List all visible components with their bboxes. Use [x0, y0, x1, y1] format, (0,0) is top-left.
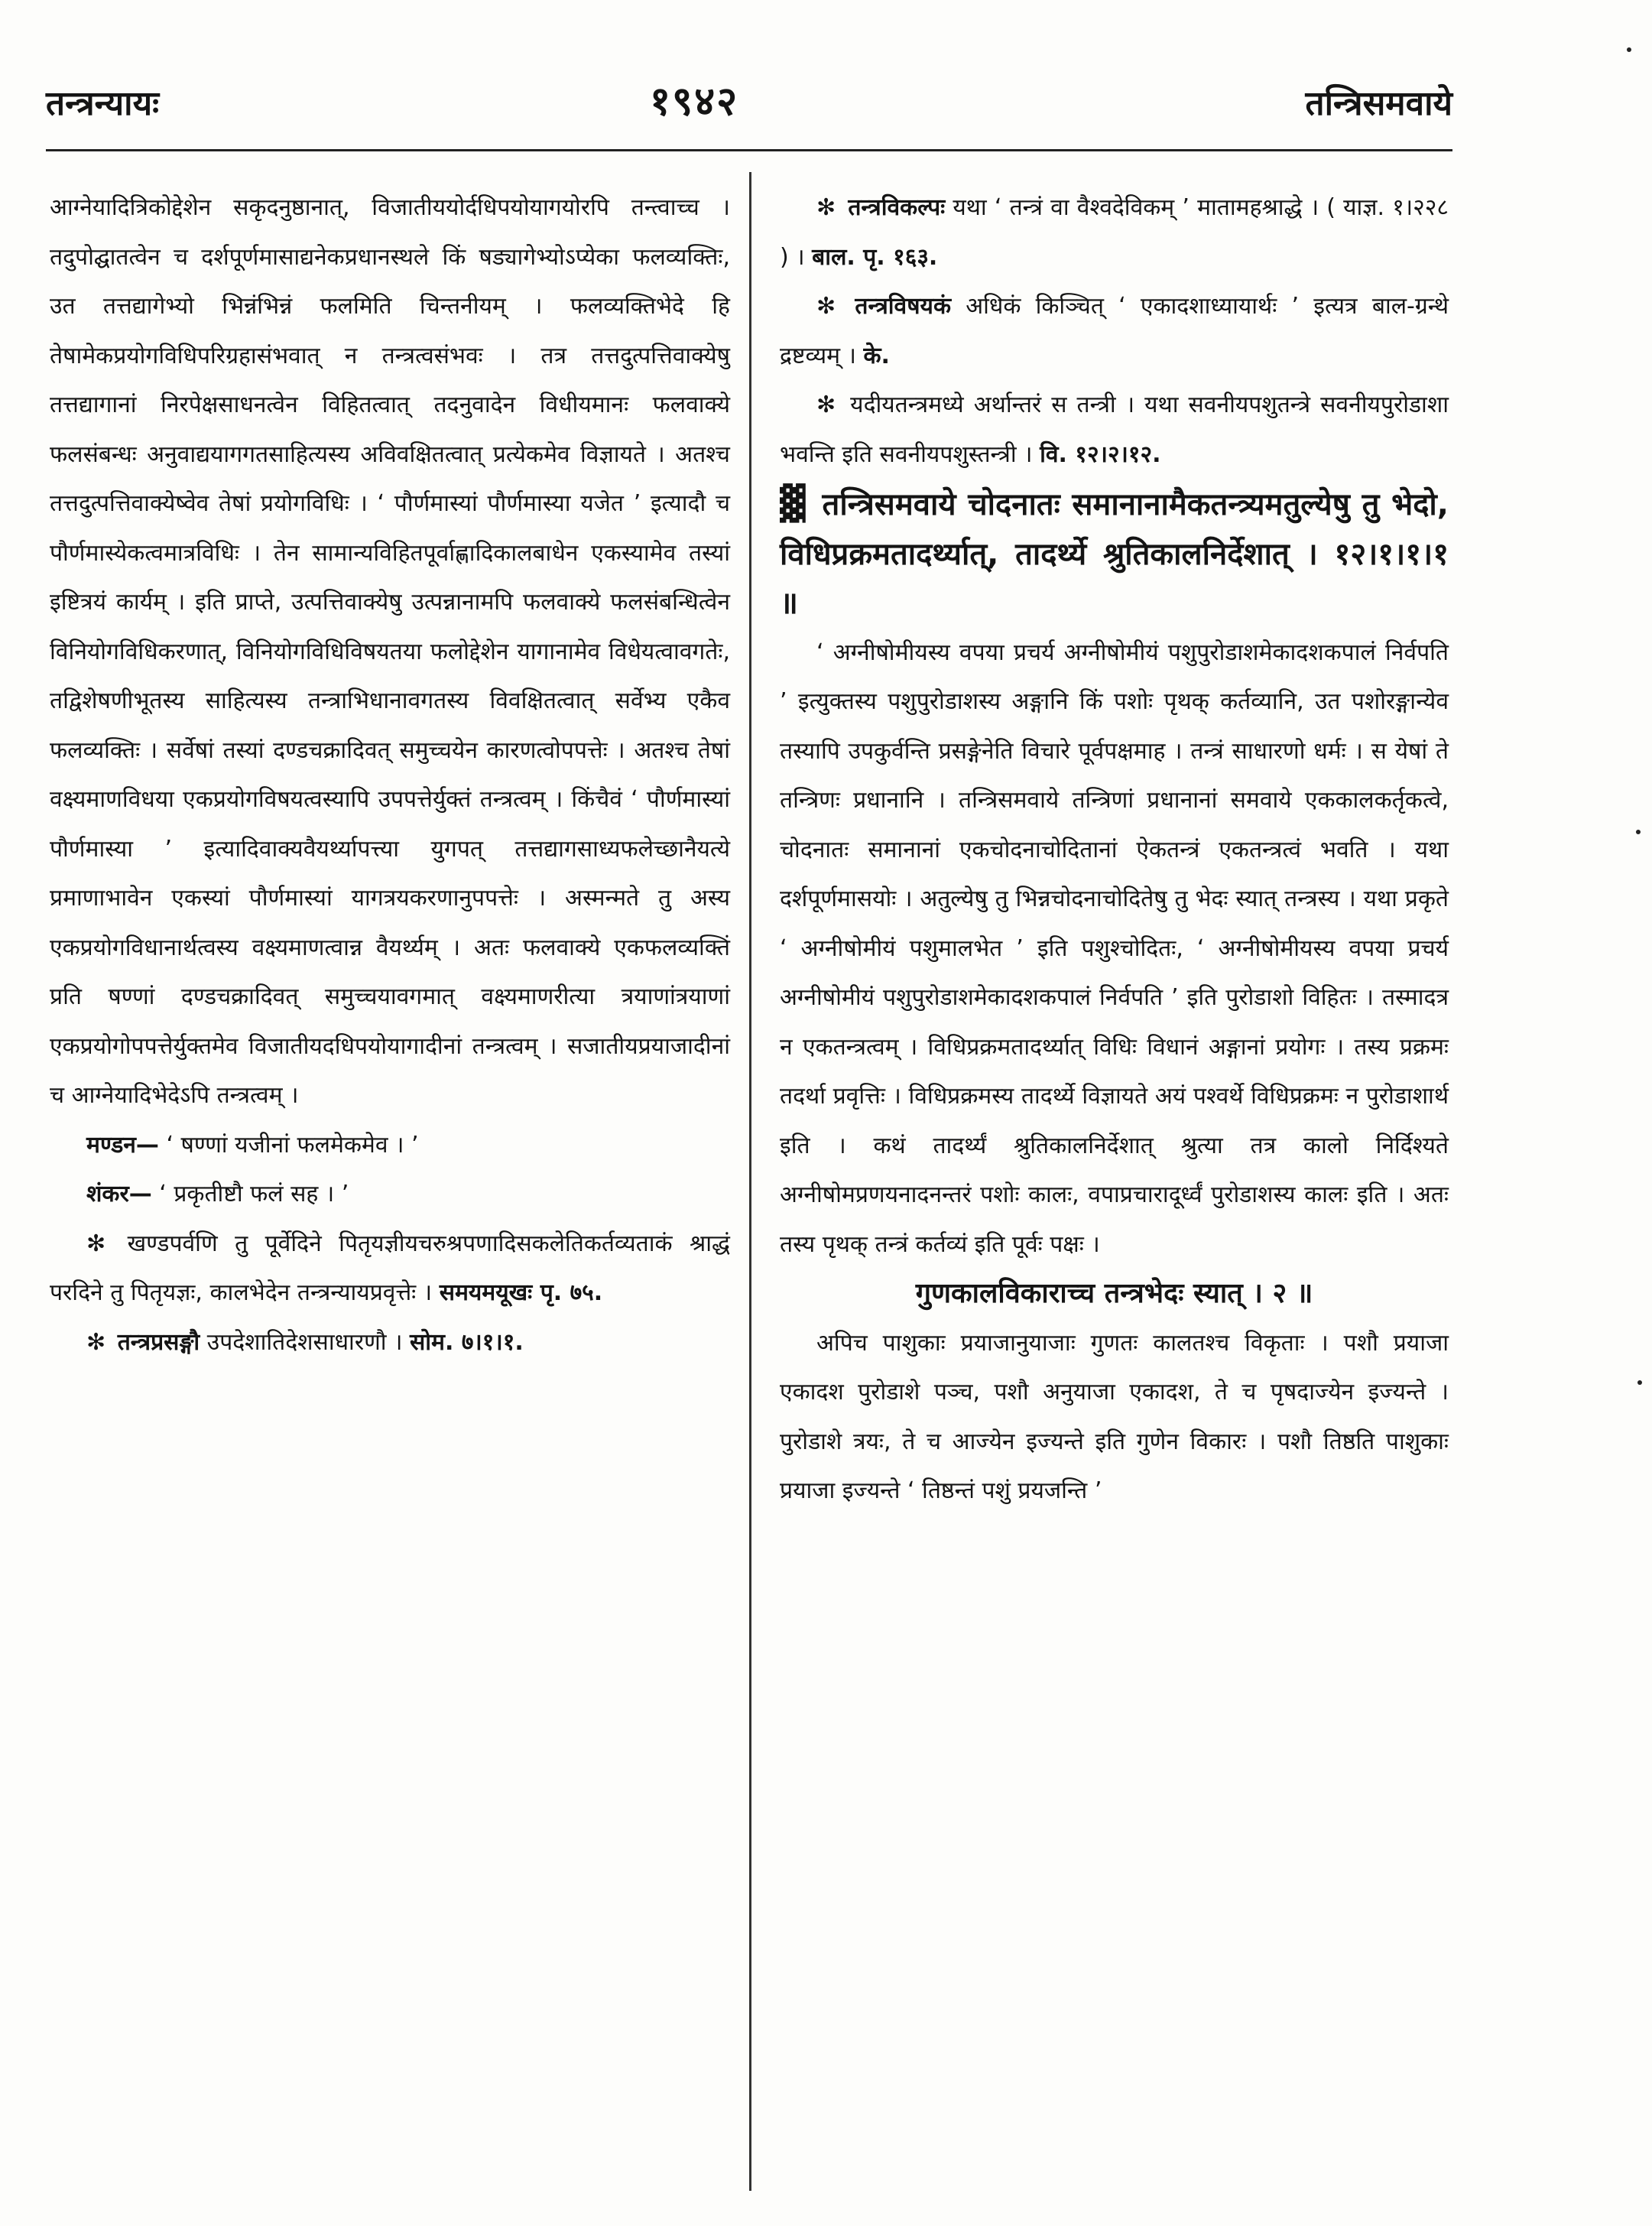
left-column: [50, 184, 730, 1367]
right-paragraph-2-term: तन्त्रविषयकं: [855, 293, 951, 320]
right-column: [780, 184, 1449, 1516]
shankara-text: ‘ प्रकृतीष्टौ फलं सह । ’: [159, 1181, 349, 1207]
mandana-label: मण्डन—: [86, 1131, 159, 1158]
sutra-heading-2: गुणकालविकाराच्च तन्त्रभेदः स्यात् । २ ॥: [915, 1278, 1313, 1309]
shankara-quote: [50, 1170, 730, 1220]
margin-speck: [1637, 1380, 1642, 1385]
sutra-marker-icon: ▓: [780, 484, 806, 523]
left-paragraph-3-ref: सोम. ७।१।१.: [410, 1328, 524, 1356]
star-marker-icon: ✻: [816, 392, 836, 418]
right-paragraph-3-text: यदीयतन्त्रमध्ये अर्थान्तरं स तन्त्री । यथा सवनीयपशुतन्त्रे सवनीयपुरोडाशा भवन्ति इति सवनीयपशुस्तन्त्री ।: [780, 392, 1449, 468]
right-paragraph-1-text: यथा ‘ तन्त्रं वा वैश्वदेविकम् ’ मातामहश्राद्धे । ( याज्ञ. १।२२८ ) ।: [780, 194, 1449, 271]
column-divider: [749, 172, 751, 2191]
left-paragraph-3-text: उपदेशातिदेशसाधारणौ ।: [206, 1328, 403, 1356]
right-paragraph-3: [780, 381, 1449, 479]
right-paragraph-3-ref: वि. १२।२।१२.: [1040, 440, 1161, 468]
page-header: [46, 73, 1452, 134]
left-paragraph-3-term: तन्त्रप्रसङ्गौ: [117, 1328, 200, 1356]
sutra-heading-1-text: तन्त्रिसमवाये चोदनातः समानानामैकतन्त्र्यमतुल्येषु तु भेदो, विधिप्रक्रमतादर्थ्यात्, तादर्थ्ये श्रुतिकालनिर्देशात् । १२।१।१।१ ॥: [780, 487, 1449, 621]
sutra-heading-1: [780, 479, 1449, 629]
right-paragraph-2: [780, 282, 1449, 381]
left-paragraph-2-ref: समयमयूखः पृ. ७५.: [439, 1279, 603, 1306]
margin-speck: [1636, 830, 1641, 834]
shankara-label: शंकर—: [86, 1181, 152, 1207]
star-marker-icon: ✻: [816, 194, 836, 221]
header-rule: [46, 149, 1452, 151]
star-marker-icon: ✻: [816, 293, 836, 320]
right-paragraph-2-ref: के.: [863, 342, 890, 369]
left-paragraph-3: [50, 1318, 730, 1368]
mandana-text: ‘ षण्णां यजीनां फलमेकमेव । ’: [166, 1131, 419, 1158]
mandana-quote: [50, 1121, 730, 1171]
page-number: १९४२: [650, 79, 739, 125]
running-head-right: तन्त्रिसमवाये: [1305, 84, 1452, 123]
star-marker-icon: ✻: [86, 1230, 106, 1257]
margin-speck: [1627, 47, 1631, 52]
running-head-left: तन्त्रन्यायः: [46, 84, 159, 123]
left-paragraph-2: [50, 1220, 730, 1318]
right-paragraph-1: [780, 184, 1449, 282]
right-paragraph-1-term: तन्त्रविकल्पः: [848, 194, 946, 221]
left-paragraph-2-text: खण्डपर्वणि तु पूर्वेदिने पितृयज्ञीयचरुश्रपणादिसकलेतिकर्तव्यताकं श्राद्धं परदिने तु पितृयज्ञः, कालभेदेन तन्त्रन्यायप्रवृत्तेः ।: [50, 1230, 730, 1306]
right-paragraph-5: अपिच पाशुकाः प्रयाजानुयाजाः गुणतः कालतश्च विकृताः । पशौ प्रयाजा एकादश पुरोडाशे पञ्च, पशौ अनुयाजा एकादश, ते च पृषदाज्येन इज्यन्ते । पुरोडाशे त्रयः, ते च आज्येन इज्यन्ते इति गुणेन विकारः । पशौ तिष्ठति पाशुकाः प्रयाजा इज्यन्ते ‘ तिष्ठन्तं पशुं प्रयजन्ति ’: [780, 1329, 1449, 1504]
right-paragraph-2-text: अधिकं किञ्चित् ‘ एकादशाध्यायार्थः ’ इत्यत्र बाल-ग्रन्थे द्रष्टव्यम् ।: [780, 293, 1449, 369]
left-paragraph-1: आग्नेयादित्रिकोद्देशेन सकृदनुष्ठानात्, विजातीययोर्दधिपयोयागयोरपि तन्त्वाच्च । तदुपोद्घातत्वेन च दर्शपूर्णमासाद्यनेकप्रधानस्थले किं षड्यागेभ्योऽप्येका फलव्यक्तिः, उत तत्तद्यागेभ्यो भिन्नंभिन्नं फलमिति चिन्तनीयम् । फलव्यक्तिभेदे हि तेषामेकप्रयोगविधिपरिग्रहासंभवात् न तन्त्रत्वसंभवः । तत्र तत्तदुत्पत्तिवाक्येषु तत्तद्यागानां निरपेक्षसाधनत्वेन विहितत्वात् तदनुवादेन विधीयमानः फलवाक्ये फलसंबन्धः अनुवाद्ययागगतसाहित्यस्य अविवक्षितत्वात् प्रत्येकमेव विज्ञायते । अतश्च तत्तदुत्पत्तिवाक्येष्वेव तेषां प्रयोगविधिः । ‘ पौर्णमास्यां पौर्णमास्या यजेत ’ इत्यादौ च पौर्णमास्येकत्वमात्रविधिः । तेन सामान्यविहितपूर्वाह्णादिकालबाधेन एकस्यामेव तस्यां इष्टित्रयं कार्यम् । इति प्राप्ते, उत्पत्तिवाक्येषु उत्पन्नानामपि फलवाक्ये फलसंबन्धित्वेन विनियोगविधिकरणात्, विनियोगविधिविषयतया फलोद्देशेन यागानामेव विधेयत्वावगतेः, तद्विशेषणीभूतस्य साहित्यस्य तन्त्राभिधानावगतस्य विवक्षितत्वात् सर्वेभ्य एकैव फलव्यक्तिः । सर्वेषां तस्यां दण्डचक्रादिवत् समुच्चयेन कारणत्वोपपत्तेः । अतश्च तेषां वक्ष्यमाणविधया एकप्रयोगविषयत्वस्यापि उपपत्तेर्युक्तं तन्त्रत्वम् । किंचैवं ‘ पौर्णमास्यां पौर्णमास्या ’ इत्यादिवाक्यवैयर्थ्यापत्त्या युगपत् तत्तद्यागसाध्यफलेच्छानैयत्ये प्रमाणाभावेन एकस्यां पौर्णमास्यां यागत्रयकरणानुपपत्तेः । अस्मन्मते तु अस्य एकप्रयोगविधानार्थत्वस्य वक्ष्यमाणत्वान्न वैयर्थ्यम् । अतः फलवाक्ये एकफलव्यक्तिं प्रति षण्णां दण्डचक्रादिवत् समुच्चयावगमात् वक्ष्यमाणरीत्या त्रयाणांत्रयाणां एकप्रयोगोपपत्तेर्युक्तमेव विजातीयदधिपयोयागादीनां तन्त्रत्वम् । सजातीयप्रयाजादीनां च आग्नेयादिभेदेऽपि तन्त्रत्वम् ।: [50, 194, 731, 1109]
right-paragraph-4: ‘ अग्नीषोमीयस्य वपया प्रचर्य अग्नीषोमीयं पशुपुरोडाशमेकादशकपालं निर्वपति ’ इत्युक्तस्य पशुपुरोडाशस्य अङ्गानि किं पशोः पृथक् कर्तव्यानि, उत पशोरङ्गान्येव तस्यापि उपकुर्वन्ति प्रसङ्गेनेति विचारे पूर्वपक्षमाह । तन्त्रं साधारणो धर्मः । स येषां ते तन्त्रिणः प्रधानानि । तन्त्रिसमवाये तन्त्रिणां प्रधानानां समवाये एककालकर्तृकत्वे, चोदनातः समानानां एकचोदनाचोदितानां ऐकतन्त्रं एकतन्त्रत्वं भवति । यथा दर्शपूर्णमासयोः । अतुल्येषु तु भिन्नचोदनाचोदितेषु तु भेदः स्यात् तन्त्रस्य । यथा प्रकृते ‘ अग्नीषोमीयं पशुमालभेत ’ इति पशुश्चोदितः, ‘ अग्नीषोमीयस्य वपया प्रचर्य अग्नीषोमीयं पशुपुरोडाशमेकादशकपालं निर्वपति ’ इति पुरोडाशो विहितः । तस्मादत्र न एकतन्त्रत्वम् । विधिप्रक्रमतादर्थ्यात् विधिः विधानं अङ्गानां प्रयोगः । तस्य प्रक्रमः तदर्था प्रवृत्तिः । विधिप्रक्रमस्य तादर्थ्ये विज्ञायते अयं पश्वर्थे विधिप्रक्रमः न पुरोडाशार्थ इति । कथं तादर्थ्यं श्रुतिकालनिर्देशात् श्रुत्या तत्र कालो निर्दिश्यते अग्नीषोमप्रणयनादनन्तरं पशोः कालः, वपाप्रचारादूर्ध्वं पुरोडाशस्य कालः इति । अतः तस्य पृथक् तन्त्रं कर्तव्यं इति पूर्वः पक्षः ।: [780, 639, 1449, 1258]
star-marker-icon: ✻: [86, 1328, 106, 1356]
right-paragraph-1-ref: बाल. पृ. १६३.: [812, 243, 938, 271]
